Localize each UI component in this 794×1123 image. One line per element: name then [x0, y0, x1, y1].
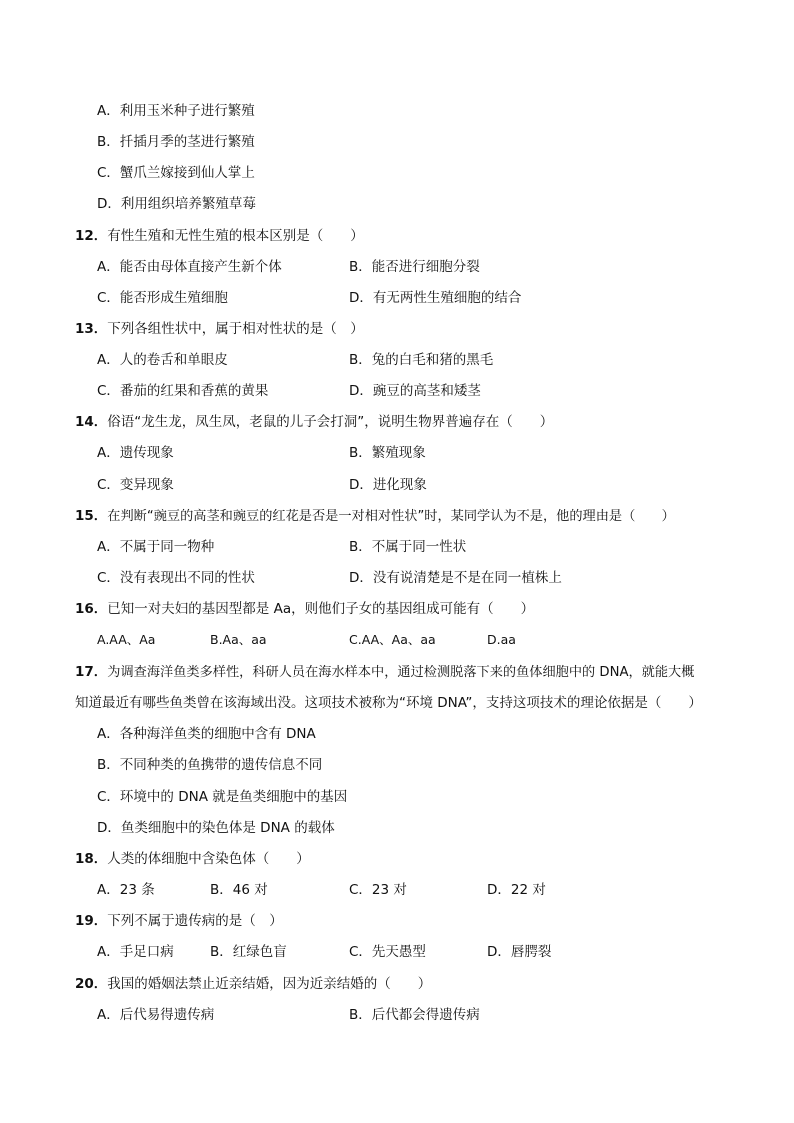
question-number: 19．	[75, 913, 108, 929]
question-18	[75, 849, 734, 869]
question-number: 20．	[75, 976, 108, 992]
question-12	[75, 226, 734, 246]
option-d: D．唇腭裂	[487, 944, 552, 960]
question-stem: 我国的婚姻法禁止近亲结婚，因为近亲结婚的（ ）	[107, 976, 432, 992]
question-number: 14．	[75, 414, 108, 430]
question-stem: 在判断“豌豆的高茎和豌豆的红花是否是一对相对性状”时，某同学认为不是，他的理由是（ ）	[107, 509, 675, 524]
question-17	[75, 662, 734, 682]
question-19	[75, 911, 734, 931]
option-b: B．不属于同一性状	[349, 539, 467, 555]
option-b: B．不同种类的鱼携带的遗传信息不同	[97, 757, 323, 773]
option-a: A．后代易得遗传病	[97, 1007, 215, 1023]
question-14	[75, 412, 734, 432]
option-a: A．能否由母体直接产生新个体	[97, 259, 282, 275]
option-b: B．能否进行细胞分裂	[349, 259, 480, 275]
options-row	[97, 443, 734, 463]
option-d: D．22 对	[487, 882, 546, 898]
question-stem: 俗语“龙生龙，凤生凤，老鼠的儿子会打洞”，说明生物界普遍存在（ ）	[107, 414, 554, 430]
question-stem: 已知一对夫妇的基因型都是 Aa，则他们子女的基因组成可能有（ ）	[107, 601, 535, 617]
option-a: A．23 条	[97, 882, 155, 898]
option-b: B.Aa、aa	[210, 632, 267, 647]
option-b: B．兔的白毛和猪的黑毛	[349, 352, 494, 368]
option-b: B．扦插月季的茎进行繁殖	[97, 134, 255, 150]
option-c: C．变异现象	[97, 477, 174, 493]
option-d: D．没有说清楚是不是在同一植株上	[349, 570, 562, 586]
option-d: D．有无两性生殖细胞的结合	[349, 290, 522, 306]
options-row	[97, 1005, 734, 1025]
question-number: 16．	[75, 601, 108, 617]
option-d: D．鱼类细胞中的染色体是 DNA 的载体	[97, 820, 335, 836]
option-a: A．遗传现象	[97, 445, 174, 461]
options-row	[97, 381, 734, 401]
option-c: C．先天愚型	[349, 944, 426, 960]
options-row	[97, 630, 734, 650]
option-b: B．红绿色盲	[210, 944, 287, 960]
question-number: 13．	[75, 321, 108, 337]
options-row	[97, 350, 734, 370]
option-d: D．豌豆的高茎和矮茎	[349, 383, 481, 399]
option-d: D．利用组织培养繁殖草莓	[97, 196, 256, 212]
option-c: C．能否形成生殖细胞	[97, 290, 228, 306]
option-b: B．46 对	[210, 882, 268, 898]
question-stem: 下列不属于遗传病的是（ ）	[107, 913, 283, 929]
question-stem-continued: 知道最近有哪些鱼类曾在该海域出没。这项技术被称为“环境 DNA”，支持这项技术的理论依据是（ ）	[75, 695, 702, 711]
option-a: A．各种海洋鱼类的细胞中含有 DNA	[97, 726, 316, 742]
option-a: A．利用玉米种子进行繁殖	[97, 103, 255, 119]
option-c: C．23 对	[349, 882, 407, 898]
question-stem: 下列各组性状中，属于相对性状的是（ ）	[107, 321, 364, 337]
options-row	[97, 880, 734, 900]
options-row	[97, 568, 734, 588]
question-stem: 人类的体细胞中含染色体（ ）	[107, 851, 310, 867]
option-a: A．不属于同一物种	[97, 539, 215, 555]
question-16	[75, 599, 734, 619]
option-c: C．番茄的红果和香蕉的黄果	[97, 383, 269, 399]
question-13	[75, 319, 734, 339]
option-c: C．蟹爪兰嫁接到仙人掌上	[97, 165, 255, 181]
question-stem: 有性生殖和无性生殖的根本区别是（ ）	[107, 228, 364, 244]
question-15	[75, 506, 734, 526]
options-row	[97, 288, 734, 308]
options-row	[97, 257, 734, 277]
question-number: 12．	[75, 228, 108, 244]
option-d: D．进化现象	[349, 477, 427, 493]
question-number: 17．	[75, 664, 108, 680]
options-row	[97, 475, 734, 495]
options-row	[97, 537, 734, 557]
question-number: 18．	[75, 851, 108, 867]
question-number: 15．	[75, 508, 108, 524]
option-a: A．手足口病	[97, 944, 174, 960]
option-b: B．繁殖现象	[349, 445, 426, 461]
options-row	[97, 942, 734, 962]
option-a: A．人的卷舌和单眼皮	[97, 352, 228, 368]
question-stem: 为调查海洋鱼类多样性，科研人员在海水样本中，通过检测脱落下来的鱼体细胞中的 DNA，就能大概	[107, 665, 695, 680]
option-d: D.aa	[487, 632, 516, 647]
question-20	[75, 974, 734, 994]
option-a: A.AA、Aa	[97, 632, 156, 647]
option-c: C．没有表现出不同的性状	[97, 570, 255, 586]
option-c: C.AA、Aa、aa	[349, 632, 436, 647]
option-b: B．后代都会得遗传病	[349, 1007, 480, 1023]
option-c: C．环境中的 DNA 就是鱼类细胞中的基因	[97, 789, 348, 805]
